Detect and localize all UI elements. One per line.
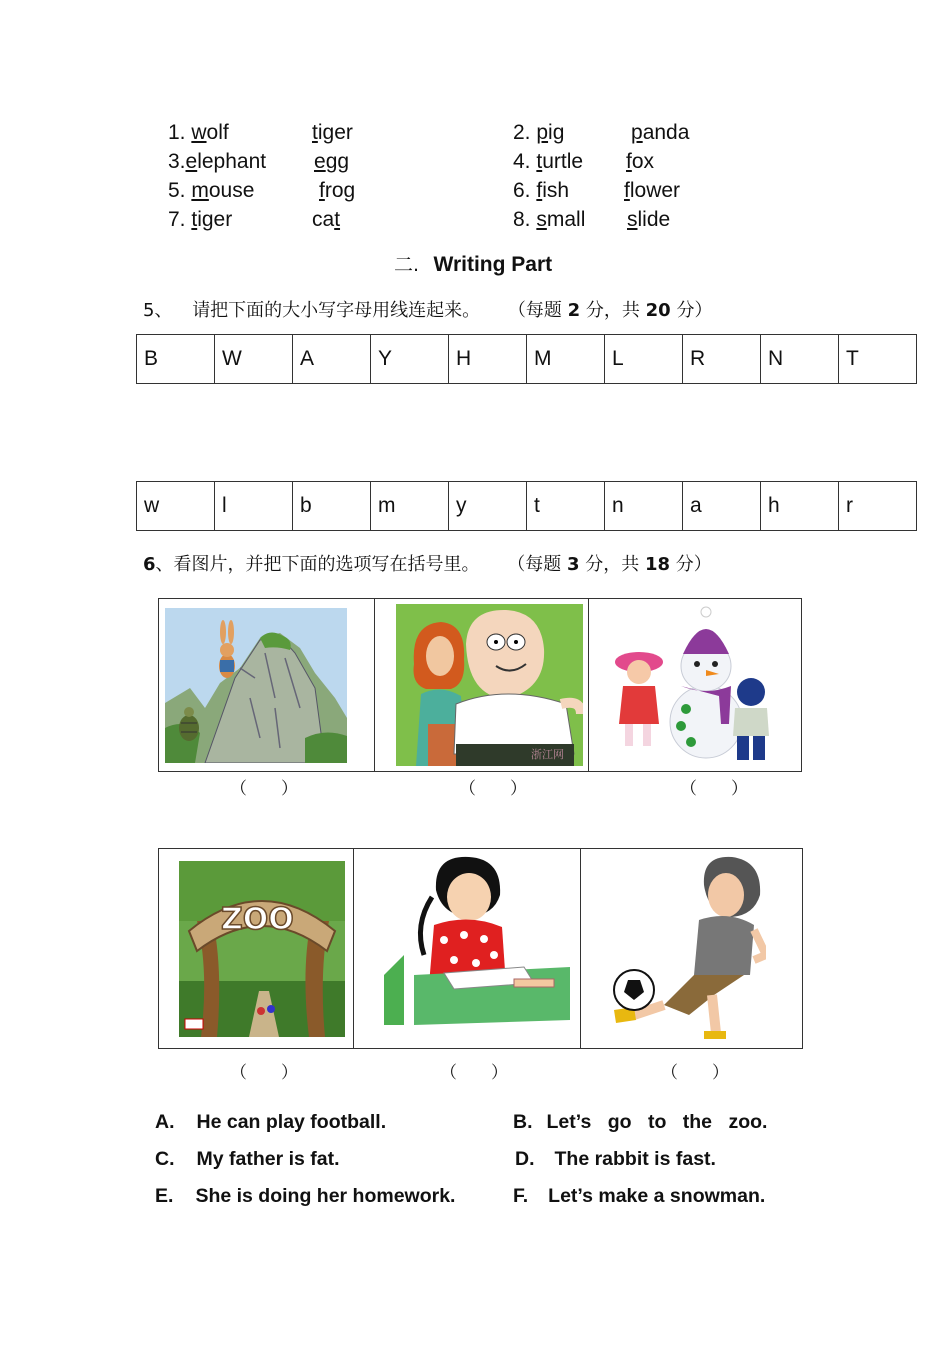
pair-8: 8. small xyxy=(513,208,586,231)
pair-3: 3.elephant xyxy=(168,150,267,173)
snowman-illustration xyxy=(611,604,777,766)
answer-parenthesis[interactable]: （ ） xyxy=(230,1063,298,1082)
pair-2: 2. pig xyxy=(513,121,565,144)
boy-football-picture xyxy=(581,849,804,1048)
rabbit-turtle-illustration xyxy=(165,608,347,763)
section-title: 二. Writing Part xyxy=(394,253,553,276)
letter-cell: L xyxy=(605,335,683,384)
option-f: F. Let’s make a snowman. xyxy=(513,1185,766,1207)
option-d: D. The rabbit is fast. xyxy=(515,1148,716,1170)
picture-row-2 xyxy=(158,848,803,1049)
answer-parenthesis[interactable]: （ ） xyxy=(230,779,298,798)
pair-5-word-2: frog xyxy=(319,179,356,202)
option-b: B. Let’s go to the zoo. xyxy=(513,1111,768,1133)
pair-1-word-2: tiger xyxy=(312,121,353,144)
letter-cell: B xyxy=(137,335,215,384)
letter-cell: y xyxy=(449,482,527,531)
pair-1: 1. wolf xyxy=(168,121,229,144)
letter-cell: t xyxy=(527,482,605,531)
pair-7: 7. tiger xyxy=(168,208,233,231)
answer-parenthesis[interactable]: （ ） xyxy=(680,779,748,798)
option-a: A. He can play football. xyxy=(155,1111,387,1133)
option-c: C. My father is fat. xyxy=(155,1148,340,1170)
letter-cell: W xyxy=(215,335,293,384)
letter-cell: N xyxy=(761,335,839,384)
letter-cell: Y xyxy=(371,335,449,384)
letter-cell: M xyxy=(527,335,605,384)
pair-4-word-2: fox xyxy=(626,150,655,173)
pair-5: 5. mouse xyxy=(168,179,255,202)
letter-cell: m xyxy=(371,482,449,531)
uppercase-letter-table xyxy=(136,334,917,384)
letter-cell: h xyxy=(761,482,839,531)
pair-4: 4. turtle xyxy=(513,150,584,173)
zoo-gate-illustration xyxy=(179,861,345,1037)
pair-7-word-2: cat xyxy=(312,208,341,231)
question-6: 6、看图片，并把下面的选项写在括号里。 （每题 3 分，共 18 分） xyxy=(143,554,712,575)
letter-cell: b xyxy=(293,482,371,531)
letter-cell: w xyxy=(137,482,215,531)
pair-8-word-2: slide xyxy=(627,208,671,231)
answer-parenthesis[interactable]: （ ） xyxy=(440,1063,508,1082)
letter-cell: T xyxy=(839,335,917,384)
question-5: 5、 请把下面的大小写字母用线连起来。 （每题 2 分，共 20 分） xyxy=(143,300,713,321)
answer-parenthesis[interactable]: （ ） xyxy=(661,1063,729,1082)
watermark-text: 浙江网 xyxy=(531,749,564,761)
pair-6: 6. fish xyxy=(513,179,570,202)
zoo-sign-text: ZOO xyxy=(221,902,294,937)
letter-cell: a xyxy=(683,482,761,531)
letter-cell: r xyxy=(839,482,917,531)
pair-3-word-2: egg xyxy=(314,150,350,173)
letter-cell: R xyxy=(683,335,761,384)
letter-cell: H xyxy=(449,335,527,384)
pair-6-word-2: flower xyxy=(624,179,681,202)
option-e: E. She is doing her homework. xyxy=(155,1185,456,1207)
letter-cell: A xyxy=(293,335,371,384)
rabbit-and-turtle-picture xyxy=(159,599,375,771)
zoo-gate-picture xyxy=(159,849,354,1048)
picture-row-1 xyxy=(158,598,802,772)
girl-homework-picture xyxy=(354,849,581,1048)
family-couple-picture xyxy=(375,599,589,771)
snowman-picture xyxy=(589,599,803,771)
family-couple-illustration xyxy=(396,604,583,766)
boy-football-illustration xyxy=(604,855,766,1039)
letter-cell: l xyxy=(215,482,293,531)
lowercase-letter-table xyxy=(136,481,917,531)
pair-2-word-2: panda xyxy=(631,121,690,144)
letter-cell: n xyxy=(605,482,683,531)
girl-homework-illustration xyxy=(374,855,570,1025)
answer-parenthesis[interactable]: （ ） xyxy=(459,779,527,798)
